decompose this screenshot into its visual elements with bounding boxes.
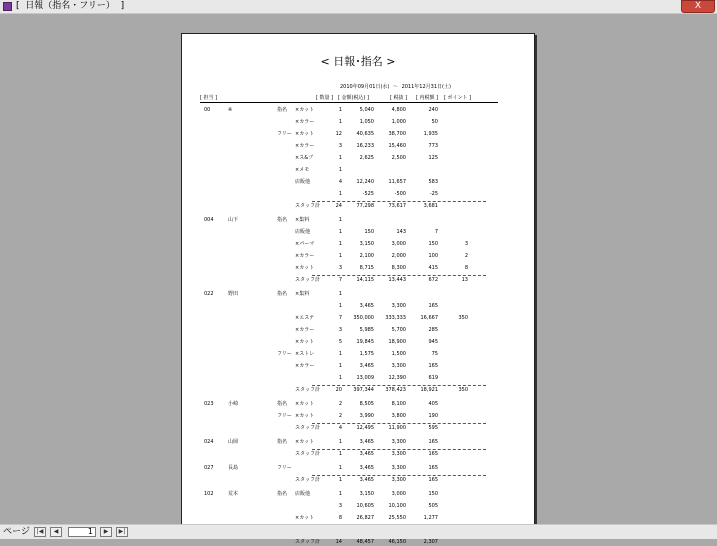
prev-page-button[interactable]: [50, 527, 62, 537]
row-internal-tax: 595: [428, 425, 438, 431]
row-qty: 20: [335, 387, 342, 393]
row-item-name: ×集料: [295, 291, 310, 297]
row-amount-notax: 3,300: [391, 451, 406, 457]
row-points: 2: [464, 253, 468, 259]
row-amount-notax: 2,000: [391, 253, 406, 259]
next-page-icon: ▶: [103, 528, 109, 535]
row-assignment-type: フリー: [277, 465, 292, 471]
row-qty: 1: [338, 375, 342, 381]
row-assignment-type: フリー: [277, 413, 292, 419]
subtotal-divider: [312, 201, 486, 202]
row-internal-tax: 405: [428, 401, 438, 407]
row-qty: 24: [335, 203, 342, 209]
row-staff-name: ※: [228, 107, 233, 113]
row-amount-notax: 3,300: [391, 303, 406, 309]
row-amount-tax: 2,625: [359, 155, 374, 161]
row-amount-notax: 8,100: [391, 401, 406, 407]
row-assignment-type: フリー: [277, 131, 292, 137]
row-assignment-type: 指名: [277, 217, 288, 223]
row-qty: 5: [338, 339, 342, 345]
subtotal-divider: [312, 449, 486, 450]
row-qty: 1: [338, 351, 342, 357]
row-item-name: ×カラー: [295, 327, 315, 333]
row-amount-notax: 3,000: [391, 491, 406, 497]
close-button[interactable]: X: [681, 0, 715, 13]
date-range: [340, 84, 453, 91]
last-page-icon: ▶|: [118, 528, 126, 535]
row-internal-tax: 3,681: [423, 203, 438, 209]
row-internal-tax: 165: [428, 451, 438, 457]
row-assignment-type: 指名: [277, 107, 288, 113]
row-amount-tax: 8,715: [359, 265, 374, 271]
row-amount-notax: 5,700: [391, 327, 406, 333]
row-item-name: ×カット: [295, 515, 315, 521]
row-amount-tax: 19,845: [356, 339, 374, 345]
row-amount-tax: 14,115: [356, 277, 374, 283]
row-internal-tax: 1,277: [423, 515, 438, 521]
row-qty: 1: [338, 241, 342, 247]
row-amount-notax: 15,460: [388, 143, 406, 149]
row-amount-tax: 10,605: [356, 503, 374, 509]
page-label: ページ: [3, 527, 30, 537]
row-amount-notax: 46,150: [388, 539, 406, 545]
row-internal-tax: 190: [428, 413, 438, 419]
row-qty: 2: [338, 401, 342, 407]
row-amount-tax: 5,985: [359, 327, 374, 333]
subtotal-divider: [312, 385, 486, 386]
row-qty: 7: [338, 315, 342, 321]
row-staff-name: 山下: [228, 217, 239, 223]
row-qty: 14: [335, 539, 342, 545]
row-qty: 1: [338, 167, 342, 173]
row-internal-tax: 125: [428, 155, 438, 161]
row-item-name: ×カット: [295, 265, 315, 271]
subtotal-divider: [312, 423, 486, 424]
row-qty: 2: [338, 413, 342, 419]
row-staff-code: 004: [204, 217, 214, 223]
row-qty: 1: [338, 107, 342, 113]
row-item-name: ×ストレ: [295, 351, 315, 357]
row-assignment-type: 指名: [277, 439, 288, 445]
row-staff-code: 023: [204, 401, 214, 407]
window-title: [ 日報（指名・フリー） ]: [16, 1, 125, 11]
row-qty: 4: [338, 425, 342, 431]
date-separator: ～: [392, 84, 398, 90]
row-item-name: 店販他: [295, 179, 311, 185]
row-qty: 1: [338, 191, 342, 197]
row-qty: 3: [338, 143, 342, 149]
row-qty: 3: [338, 503, 342, 509]
row-internal-tax: 505: [428, 503, 438, 509]
row-staff-code: 024: [204, 439, 214, 445]
row-amount-tax: 3,990: [359, 413, 374, 419]
row-points: 13: [461, 277, 468, 283]
row-amount-tax: 3,465: [359, 303, 374, 309]
row-qty: 1: [338, 155, 342, 161]
row-amount-tax: 40,635: [356, 131, 374, 137]
row-item-name: ×カラー: [295, 253, 315, 259]
row-amount-tax: 3,465: [359, 451, 374, 457]
header-rule: [200, 102, 498, 103]
header-points: [ ポイント ]: [444, 95, 472, 101]
row-amount-notax: 3,300: [391, 439, 406, 445]
row-internal-tax: 165: [428, 303, 438, 309]
row-amount-tax: -525: [362, 191, 374, 197]
row-item-name: ×エステ: [295, 315, 315, 321]
row-item-name: ×メモ: [295, 167, 310, 173]
row-staff-code: 00: [204, 107, 211, 113]
row-amount-notax: 3,800: [391, 413, 406, 419]
subtotal-divider: [312, 475, 486, 476]
report-title: < 日報･指名 >: [320, 55, 396, 68]
row-amount-tax: 12,495: [356, 425, 374, 431]
row-amount-tax: 3,150: [359, 241, 374, 247]
row-assignment-type: 指名: [277, 291, 288, 297]
row-amount-notax: 18,900: [388, 339, 406, 345]
row-internal-tax: 18,921: [420, 387, 438, 393]
row-item-name: ×カラー: [295, 363, 315, 369]
row-internal-tax: 240: [428, 107, 438, 113]
row-assignment-type: 指名: [277, 401, 288, 407]
row-amount-tax: 12,240: [356, 179, 374, 185]
row-internal-tax: -25: [429, 191, 438, 197]
row-internal-tax: 100: [428, 253, 438, 259]
row-qty: 12: [335, 131, 342, 137]
row-qty: 1: [338, 303, 342, 309]
row-amount-tax: 26,827: [356, 515, 374, 521]
page-number-input[interactable]: 1: [68, 527, 96, 537]
row-amount-notax: 11,657: [388, 179, 406, 185]
row-points: 8: [464, 265, 468, 271]
row-internal-tax: 285: [428, 327, 438, 333]
row-amount-notax: 38,700: [388, 131, 406, 137]
row-staff-code: 102: [204, 491, 214, 497]
row-staff-code: 022: [204, 291, 214, 297]
row-internal-tax: 945: [428, 339, 438, 345]
row-qty: 3: [338, 265, 342, 271]
row-item-name: ×カット: [295, 439, 315, 445]
row-item-name: スタッフ計: [295, 451, 321, 457]
first-page-button[interactable]: [34, 527, 46, 537]
row-amount-notax: 1,500: [391, 351, 406, 357]
row-amount-tax: 48,457: [356, 539, 374, 545]
row-amount-tax: 1,050: [359, 119, 374, 125]
row-item-name: ×カット: [295, 413, 315, 419]
row-internal-tax: 773: [428, 143, 438, 149]
row-item-name: ×カラー: [295, 119, 315, 125]
row-points: 350: [458, 315, 468, 321]
row-qty: 1: [338, 229, 342, 235]
row-internal-tax: 150: [428, 241, 438, 247]
row-internal-tax: 583: [428, 179, 438, 185]
row-amount-tax: 77,298: [356, 203, 374, 209]
row-amount-notax: 13,443: [388, 277, 406, 283]
row-item-name: ×パーマ: [295, 241, 315, 247]
row-item-name: スタッフ計: [295, 203, 321, 209]
row-internal-tax: 2,307: [423, 539, 438, 545]
header-amount-tax: [ 金額(税込) ]: [338, 95, 369, 101]
row-internal-tax: 165: [428, 465, 438, 471]
row-item-name: ×ス&ブ: [295, 155, 314, 161]
row-amount-notax: 333,333: [385, 315, 406, 321]
row-item-name: ×カット: [295, 339, 315, 345]
row-amount-notax: 10,100: [388, 503, 406, 509]
row-amount-tax: 3,465: [359, 363, 374, 369]
row-amount-notax: 3,300: [391, 363, 406, 369]
row-amount-notax: 12,390: [388, 375, 406, 381]
row-qty: 1: [338, 253, 342, 259]
row-amount-notax: 3,300: [391, 477, 406, 483]
row-staff-name: 野田: [228, 291, 239, 297]
row-qty: 1: [338, 363, 342, 369]
row-qty: 1: [338, 217, 342, 223]
row-amount-notax: 378,423: [385, 387, 406, 393]
row-amount-tax: 5,040: [359, 107, 374, 113]
row-internal-tax: 50: [431, 119, 438, 125]
row-amount-tax: 8,505: [359, 401, 374, 407]
header-amount-notax: [ 税抜 ]: [390, 95, 408, 101]
row-points: 350: [458, 387, 468, 393]
row-amount-tax: 2,100: [359, 253, 374, 259]
header-staff: [ 担当 ]: [200, 95, 218, 101]
row-item-name: ×カラー: [295, 143, 315, 149]
row-amount-notax: 73,617: [388, 203, 406, 209]
row-item-name: ×集料: [295, 217, 310, 223]
row-internal-tax: 7: [434, 229, 438, 235]
row-points: 3: [464, 241, 468, 247]
row-staff-name: 荒本: [228, 491, 239, 497]
row-item-name: スタッフ計: [295, 477, 321, 483]
row-item-name: ×カット: [295, 107, 315, 113]
row-internal-tax: 165: [428, 477, 438, 483]
row-item-name: 店販他: [295, 491, 311, 497]
row-staff-name: 山岡: [228, 439, 239, 445]
row-internal-tax: 16,667: [420, 315, 438, 321]
report-page: [181, 33, 535, 545]
row-amount-tax: 1,575: [359, 351, 374, 357]
row-item-name: ×カット: [295, 401, 315, 407]
row-qty: 1: [338, 119, 342, 125]
subtotal-divider: [312, 275, 486, 276]
row-assignment-type: 指名: [277, 491, 288, 497]
row-qty: 7: [338, 277, 342, 283]
row-qty: 8: [338, 515, 342, 521]
row-amount-tax: 16,233: [356, 143, 374, 149]
row-qty: 1: [338, 491, 342, 497]
row-qty: 1: [338, 291, 342, 297]
row-amount-tax: 3,465: [359, 477, 374, 483]
row-amount-tax: 3,150: [359, 491, 374, 497]
row-item-name: スタッフ計: [295, 425, 321, 431]
date-to: 2011年12月31日(土): [401, 84, 451, 90]
row-assignment-type: フリー: [277, 351, 292, 357]
row-qty: 1: [338, 439, 342, 445]
row-internal-tax: 619: [428, 375, 438, 381]
row-amount-tax: 397,344: [353, 387, 374, 393]
row-qty: 4: [338, 179, 342, 185]
row-amount-notax: 8,300: [391, 265, 406, 271]
header-internal-tax: [ 内税額 ]: [416, 95, 439, 101]
row-internal-tax: 672: [428, 277, 438, 283]
row-item-name: 店販他: [295, 229, 311, 235]
row-qty: 1: [338, 451, 342, 457]
row-amount-notax: 3,300: [391, 465, 406, 471]
row-amount-notax: 143: [396, 229, 406, 235]
row-amount-tax: 150: [364, 229, 374, 235]
row-item-name: スタッフ計: [295, 277, 321, 283]
row-amount-notax: -500: [394, 191, 406, 197]
row-item-name: スタッフ計: [295, 387, 321, 393]
row-amount-notax: 1,000: [391, 119, 406, 125]
row-item-name: ×カット: [295, 131, 315, 137]
row-staff-name: 長島: [228, 465, 239, 471]
prev-page-icon: ◀: [53, 528, 59, 535]
header-qty: [ 数量 ]: [316, 95, 334, 101]
status-bar: [0, 524, 717, 539]
row-amount-notax: 4,800: [391, 107, 406, 113]
row-staff-name: 小崎: [228, 401, 239, 407]
row-qty: 1: [338, 477, 342, 483]
row-internal-tax: 415: [428, 265, 438, 271]
row-item-name: スタッフ計: [295, 539, 321, 545]
row-internal-tax: 150: [428, 491, 438, 497]
row-amount-notax: 3,000: [391, 241, 406, 247]
app-icon: [3, 2, 12, 11]
row-amount-tax: 3,465: [359, 465, 374, 471]
row-amount-tax: 350,000: [353, 315, 374, 321]
date-from: 2010年09月01日(水): [340, 84, 390, 90]
next-page-button[interactable]: [100, 527, 112, 537]
row-staff-code: 027: [204, 465, 214, 471]
row-amount-tax: 13,009: [356, 375, 374, 381]
row-amount-notax: 2,500: [391, 155, 406, 161]
row-internal-tax: 1,935: [423, 131, 438, 137]
first-page-icon: |◀: [36, 528, 44, 535]
row-internal-tax: 75: [431, 351, 438, 357]
row-qty: 1: [338, 465, 342, 471]
row-amount-notax: 25,550: [388, 515, 406, 521]
row-amount-tax: 3,465: [359, 439, 374, 445]
row-amount-notax: 11,900: [388, 425, 406, 431]
row-internal-tax: 165: [428, 439, 438, 445]
title-bar: [0, 0, 717, 14]
row-qty: 3: [338, 327, 342, 333]
row-internal-tax: 165: [428, 363, 438, 369]
last-page-button[interactable]: [116, 527, 128, 537]
